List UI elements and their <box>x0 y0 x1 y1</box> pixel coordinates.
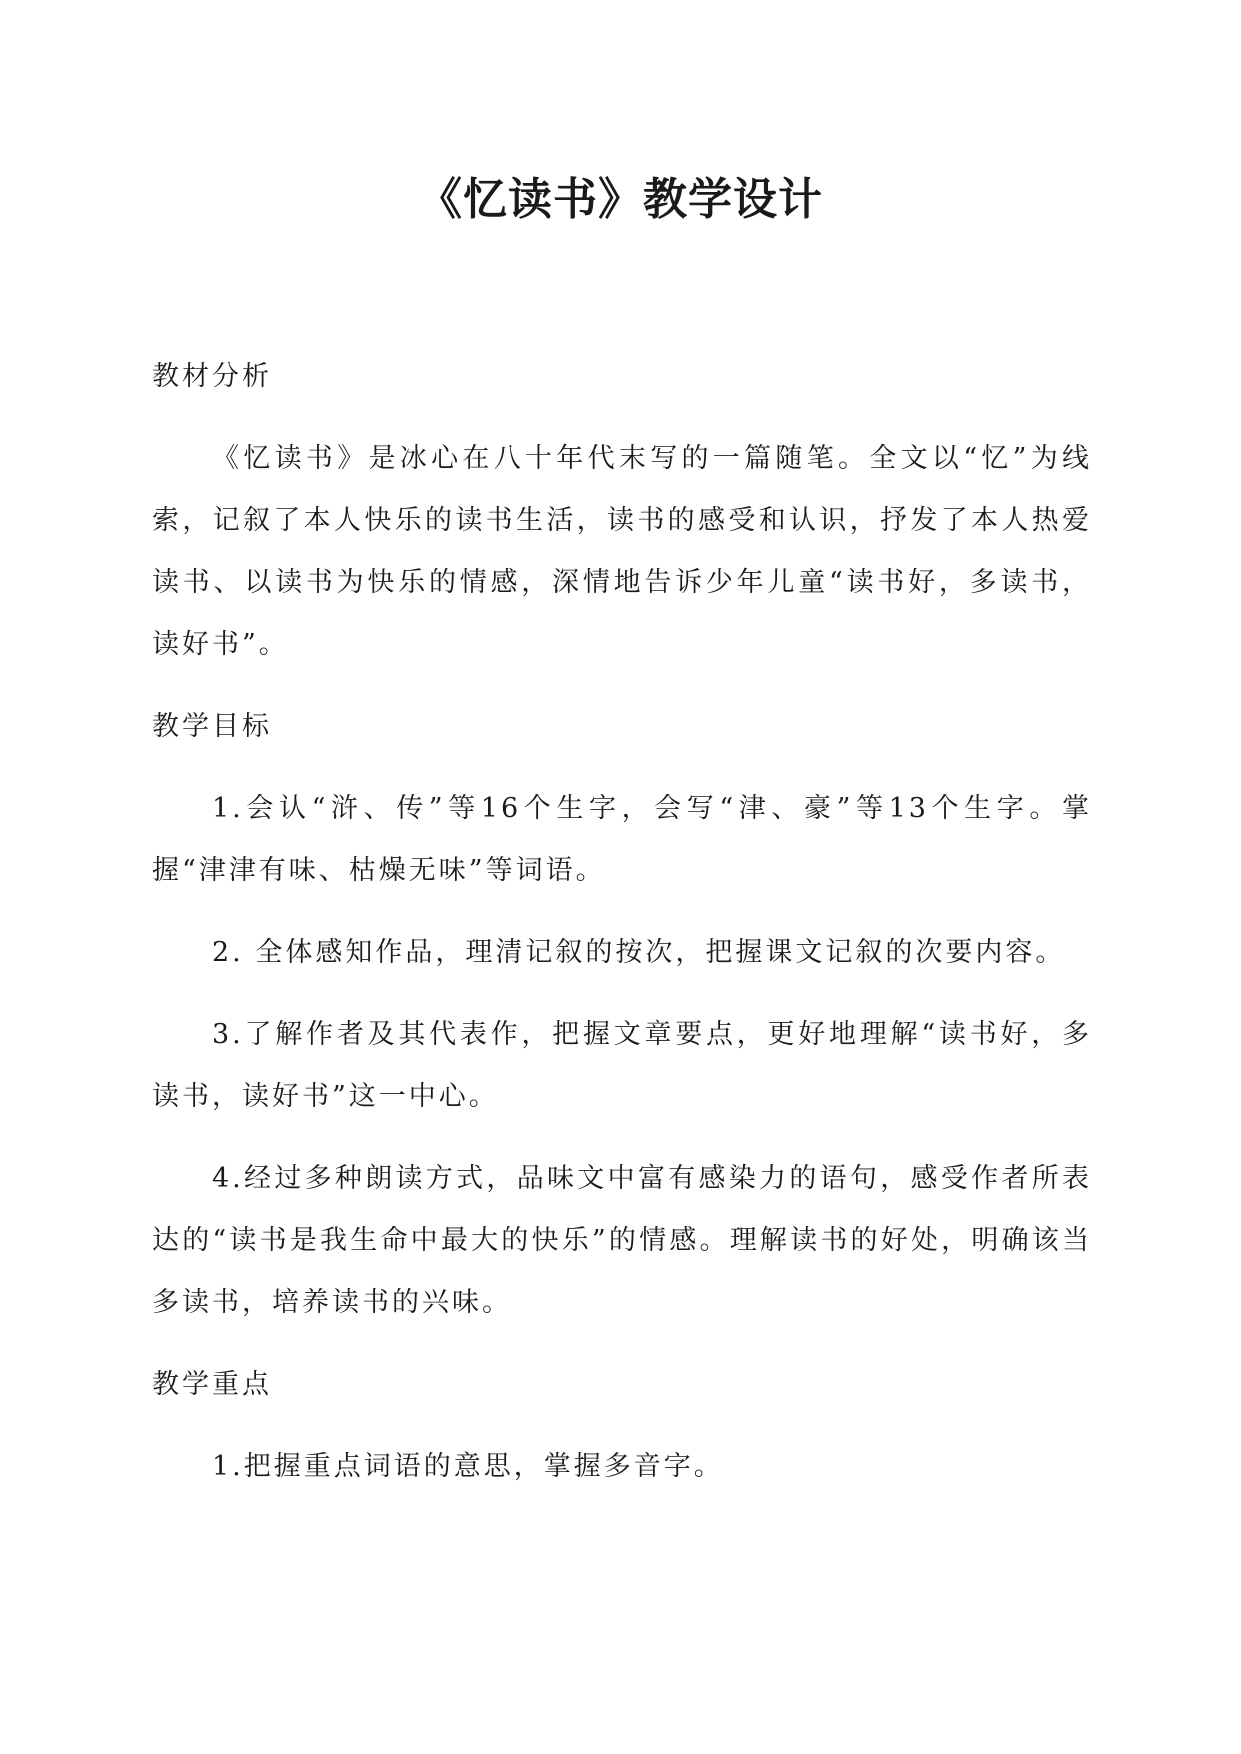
paragraph-goal-4: 4.经过多种朗读方式，品味文中富有感染力的语句，感受作者所表达的“读书是我生命中最大的快乐”的情感。理解读书的好处，明确该当多读书，培养读书的兴味。 <box>152 1163 1092 1318</box>
paragraph-focus-1: 1.把握重点词语的意思，掌握多音字。 <box>212 1451 724 1482</box>
document-body <box>152 346 1092 1518</box>
document-title: 《忆读书》教学设计 <box>418 174 823 225</box>
paragraph-textbook-analysis: 《忆读书》是冰心在八十年代末写的一篇随笔。全文以“忆”为线索，记叙了本人快乐的读书生活，读书的感受和认识，抒发了本人热爱读书、以读书为快乐的情感，深情地告诉少年儿童“读书好，多读书，读好书”。 <box>152 443 1092 660</box>
paragraph-goal-3: 3.了解作者及其代表作，把握文章要点，更好地理解“读书好，多读书，读好书”这一中心。 <box>152 1019 1092 1112</box>
section-heading-textbook-analysis: 教材分析 <box>152 361 272 392</box>
paragraph-goal-1: 1.会认“浒、传”等16个生字，会写“津、豪”等13个生字。掌握“津津有味、枯燥无味”等词语。 <box>152 793 1092 886</box>
paragraph-goal-2: 2. 全体感知作品，理清记叙的按次，把握课文记叙的次要内容。 <box>212 937 1066 968</box>
section-heading-teaching-goals: 教学目标 <box>152 711 272 742</box>
section-heading-teaching-focus: 教学重点 <box>152 1369 272 1400</box>
